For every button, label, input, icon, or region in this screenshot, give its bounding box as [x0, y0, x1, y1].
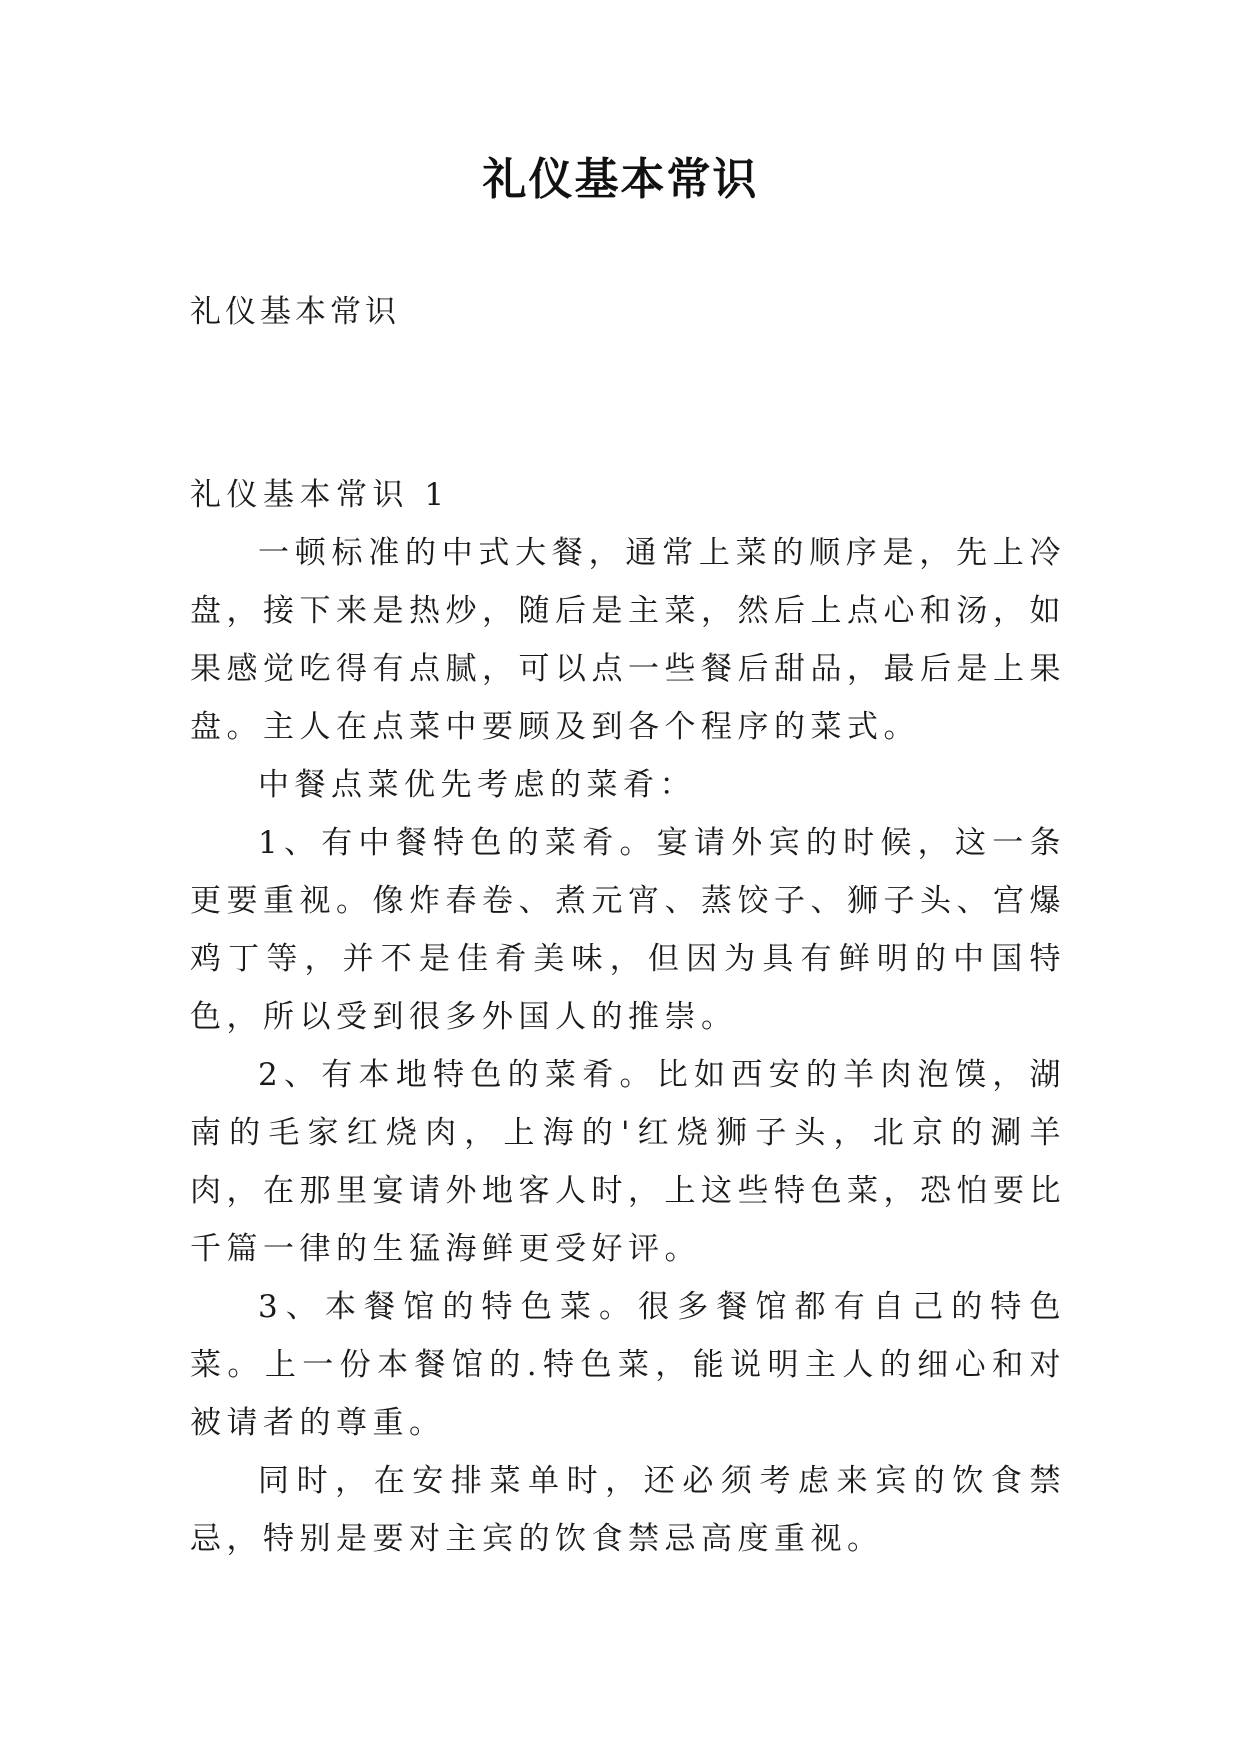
paragraph-course-order: 一顿标准的中式大餐，通常上菜的顺序是，先上冷盘，接下来是热炒，随后是主菜，然后上点心和汤，如果感觉吃得有点腻，可以点一些餐后甜品，最后是上果盘。主人在点菜中要顾及到各个程序的菜式。: [190, 535, 1066, 745]
paragraph-local-specialty: 2、有本地特色的菜肴。比如西安的羊肉泡馍，湖南的毛家红烧肉，上海的'红烧狮子头，北京的涮羊肉，在那里宴请外地客人时，上这些特色菜，恐怕要比千篇一律的生猛海鲜更受好评。: [190, 1057, 1066, 1267]
paragraph-restaurant-specialty: 3、本餐馆的特色菜。很多餐馆都有自己的特色菜。上一份本餐馆的.特色菜，能说明主人的细心和对被请者的尊重。: [190, 1289, 1066, 1441]
document-subtitle: 礼仪基本常识: [190, 294, 400, 330]
paragraph-priority-intro: 中餐点菜优先考虑的菜肴：: [258, 767, 696, 803]
document-body: [190, 466, 1066, 1568]
paragraph-dietary-taboos: 同时，在安排菜单时，还必须考虑来宾的饮食禁忌，特别是要对主宾的饮食禁忌高度重视。: [190, 1463, 1066, 1557]
paragraph-chinese-specialty: 1、有中餐特色的菜肴。宴请外宾的时候，这一条更要重视。像炸春卷、煮元宵、蒸饺子、狮子头、宫爆鸡丁等，并不是佳肴美味，但因为具有鲜明的中国特色，所以受到很多外国人的推崇。: [190, 825, 1066, 1035]
section-heading: 礼仪基本常识 1: [190, 477, 450, 513]
document-title: 礼仪基本常识: [482, 154, 759, 205]
